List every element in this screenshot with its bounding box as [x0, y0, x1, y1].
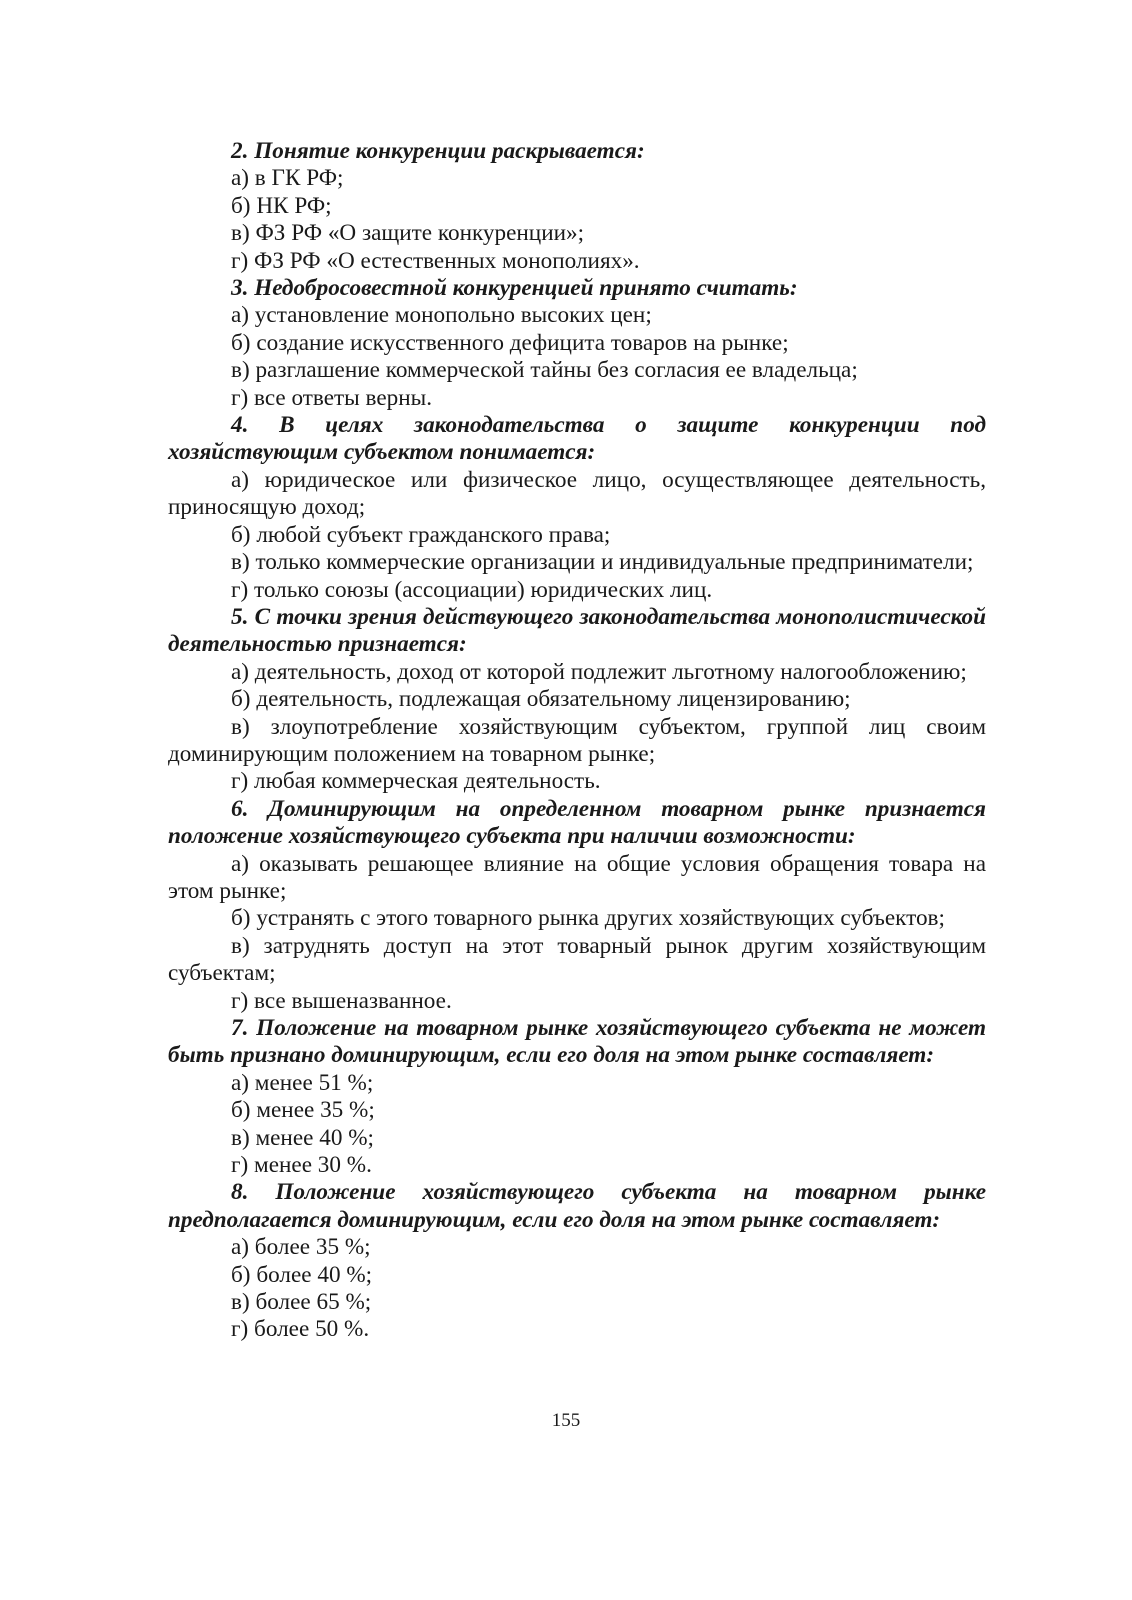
- answer-2c: в) ФЗ РФ «О защите конкуренции»;: [231, 220, 585, 247]
- answer-7c: в) менее 40 %;: [231, 1124, 374, 1151]
- question-7: 7. Положение на товарном рынке хозяйствующего субъекта не может быть признано доминирующим, если его доля на этом рынке составляет:: [168, 1015, 986, 1069]
- answer-4d: г) только союзы (ассоциации) юридических лиц.: [231, 576, 713, 603]
- answer-2a: а) в ГК РФ;: [231, 165, 344, 192]
- answer-4c: в) только коммерческие организации и индивидуальные предприниматели;: [231, 549, 974, 576]
- answer-7b: б) менее 35 %;: [231, 1097, 375, 1124]
- answer-8c: в) более 65 %;: [231, 1289, 372, 1316]
- answer-5c: в) злоупотребление хозяйствующим субъектом, группой лиц своим доминирующим положением на товарном рынке;: [168, 713, 986, 767]
- answer-3b: б) создание искусственного дефицита товаров на рынке;: [231, 329, 789, 356]
- answer-3a: а) установление монопольно высоких цен;: [231, 302, 652, 329]
- document-body: [168, 138, 986, 1344]
- answer-6b: б) устранять с этого товарного рынка других хозяйствующих субъектов;: [231, 905, 945, 932]
- answer-4a: а) юридическое или физическое лицо, осуществляющее деятельность, приносящую доход;: [168, 466, 986, 521]
- question-3: 3. Недобросовестной конкуренцией принято считать:: [231, 275, 798, 302]
- answer-5d: г) любая коммерческая деятельность.: [231, 768, 601, 795]
- answer-5a: а) деятельность, доход от которой подлежит льготному налогообложению;: [231, 658, 967, 685]
- answer-5b: б) деятельность, подлежащая обязательному лицензированию;: [231, 686, 851, 713]
- answer-4b: б) любой субъект гражданского права;: [231, 521, 611, 548]
- question-5: 5. С точки зрения действующего законодательства монополистической деятельностью признается:: [168, 603, 986, 658]
- answer-3d: г) все ответы верны.: [231, 384, 433, 411]
- question-4: 4. В целях законодательства о защите конкуренции под хозяйствующим субъектом понимается:: [168, 412, 986, 466]
- answer-2d: г) ФЗ РФ «О естественных монополиях».: [231, 247, 640, 274]
- answer-6d: г) все вышеназванное.: [231, 987, 452, 1014]
- answer-6a: а) оказывать решающее влияние на общие условия обращения товара на этом рынке;: [168, 850, 986, 904]
- answer-6c: в) затруднять доступ на этот товарный рынок другим хозяйствующим субъектам;: [168, 932, 986, 987]
- answer-7a: а) менее 51 %;: [231, 1069, 374, 1096]
- question-8: 8. Положение хозяйствующего субъекта на товарном рынке предполагается доминирующим, если его доля на этом рынке составляет:: [168, 1179, 986, 1233]
- answer-2b: б) НК РФ;: [231, 192, 332, 219]
- page-number: 155: [551, 1410, 581, 1431]
- question-6: 6. Доминирующим на определенном товарном рынке признается положение хозяйствующего субъекта при наличии возможности:: [168, 795, 986, 850]
- answer-7d: г) менее 30 %.: [231, 1152, 372, 1179]
- answer-8a: а) более 35 %;: [231, 1234, 371, 1261]
- answer-8d: г) более 50 %.: [231, 1316, 370, 1343]
- question-2: 2. Понятие конкуренции раскрывается:: [231, 138, 645, 164]
- answer-3c: в) разглашение коммерческой тайны без согласия ее владельца;: [231, 357, 858, 384]
- answer-8b: б) более 40 %;: [231, 1261, 373, 1288]
